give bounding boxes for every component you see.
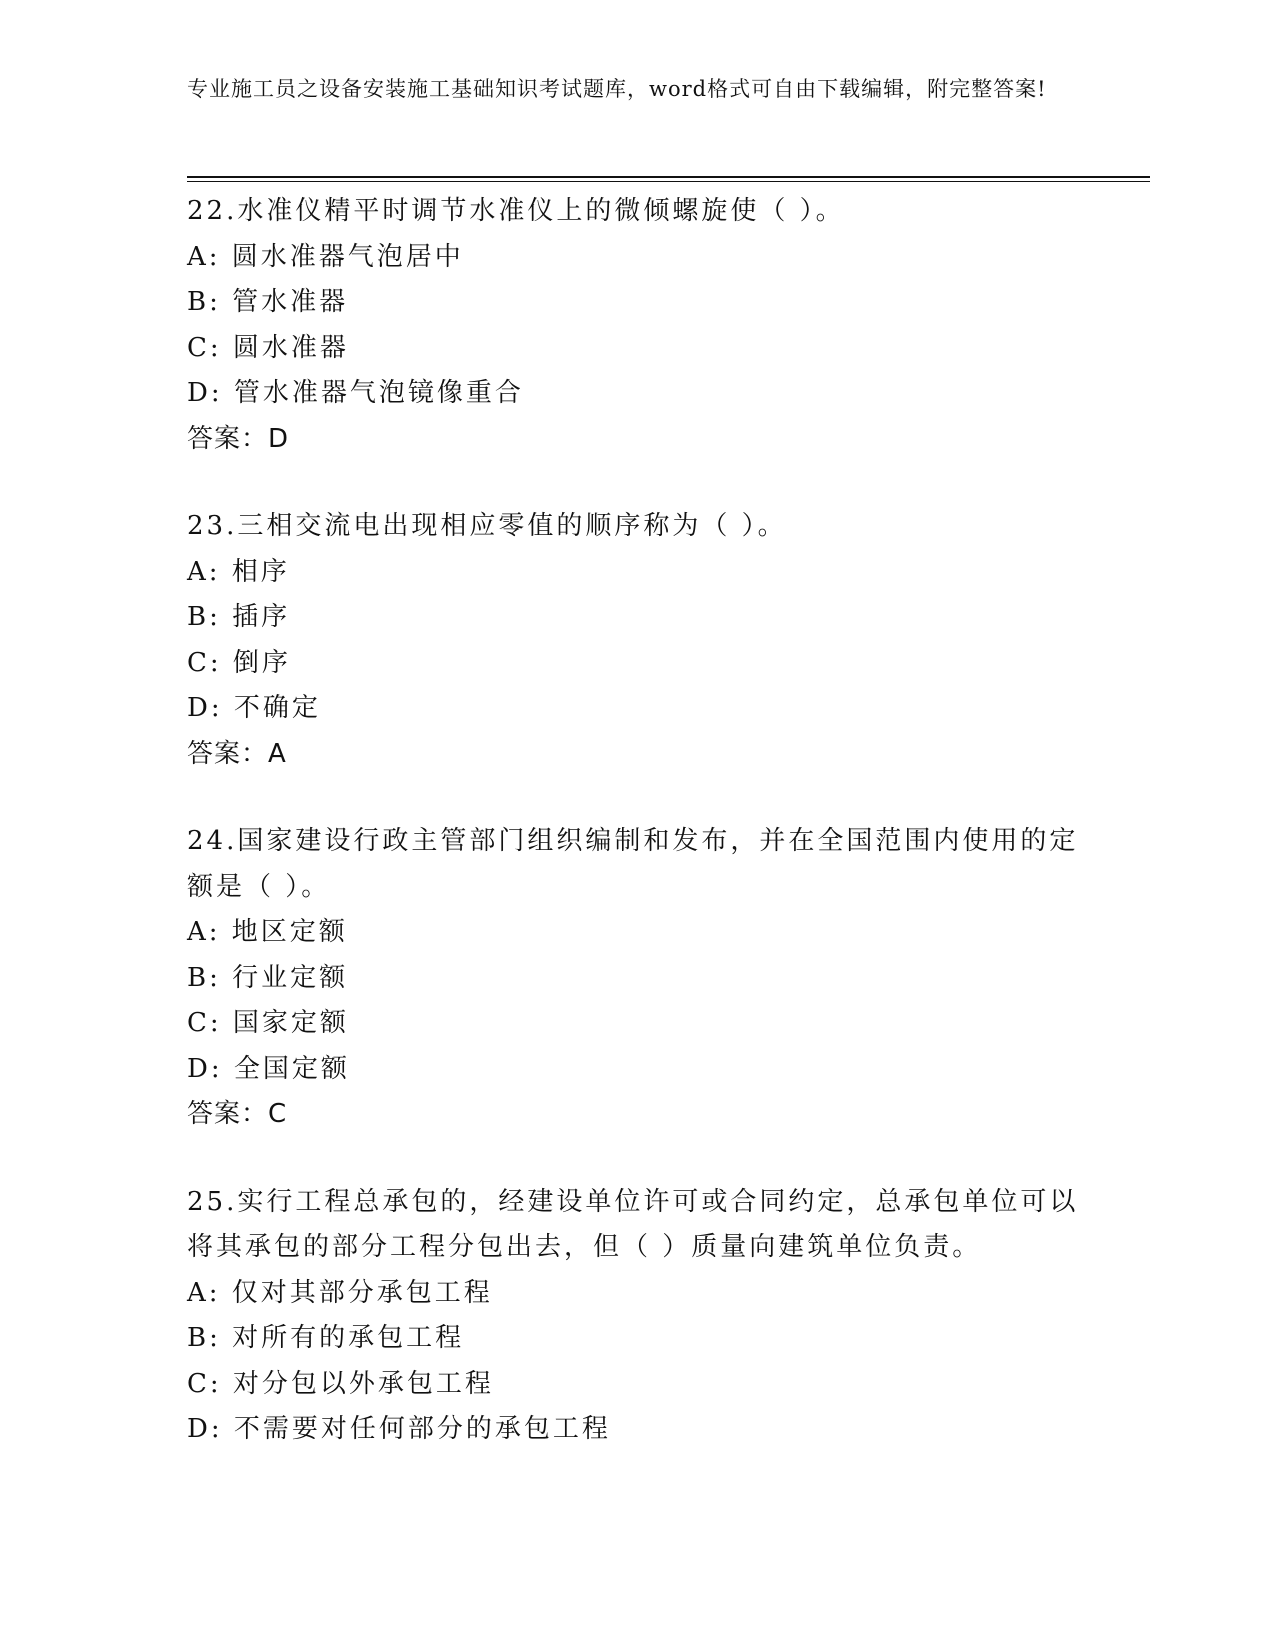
option-b: B: 插序: [187, 602, 291, 632]
option-c: C: 国家定额: [187, 1008, 349, 1038]
answer-line: 答案：A: [187, 738, 287, 769]
answer-line: 答案：D: [187, 423, 290, 454]
question-stem: 24.国家建设行政主管部门组织编制和发布，并在全国范围内使用的定额是（ ）。: [187, 826, 1079, 902]
question-24: [187, 819, 1087, 1138]
option-d: D: 不确定: [187, 693, 321, 723]
answer-line: 答案：C: [187, 1099, 288, 1129]
option-c: C: 圆水准器: [187, 332, 349, 363]
question-stem: 23.三相交流电出现相应零值的顺序称为（ ）。: [187, 511, 787, 541]
header-divider-thick: [187, 176, 1150, 178]
option-b: B: 行业定额: [187, 962, 349, 993]
header-divider-thin: [187, 181, 1150, 182]
option-c: C: 对分包以外承包工程: [187, 1368, 494, 1399]
question-22: [187, 189, 1087, 462]
option-d: D: 管水准器气泡镜像重合: [187, 378, 524, 408]
question-stem: 25.实行工程总承包的，经建设单位许可或合同约定，总承包单位可以将其承包的部分工程分包出去，但（ ）质量向建筑单位负责。: [187, 1186, 1079, 1262]
question-list: [187, 189, 1087, 1495]
option-d: D: 不需要对任何部分的承包工程: [187, 1414, 611, 1444]
option-b: B: 管水准器: [187, 287, 349, 317]
page-header: 专业施工员之设备安装施工基础知识考试题库，word格式可自由下载编辑，附完整答案!: [187, 77, 1047, 101]
question-stem: 22.水准仪精平时调节水准仪上的微倾螺旋使（ ）。: [187, 196, 845, 226]
option-b: B: 对所有的承包工程: [187, 1323, 465, 1353]
option-a: A: 圆水准器气泡居中: [187, 241, 464, 272]
option-d: D: 全国定额: [187, 1053, 350, 1084]
option-a: A: 相序: [187, 556, 290, 587]
option-c: C: 倒序: [187, 647, 291, 678]
question-25: [187, 1180, 1087, 1453]
option-a: A: 地区定额: [187, 917, 348, 947]
option-a: A: 仅对其部分承包工程: [187, 1277, 493, 1308]
question-23: [187, 504, 1087, 777]
